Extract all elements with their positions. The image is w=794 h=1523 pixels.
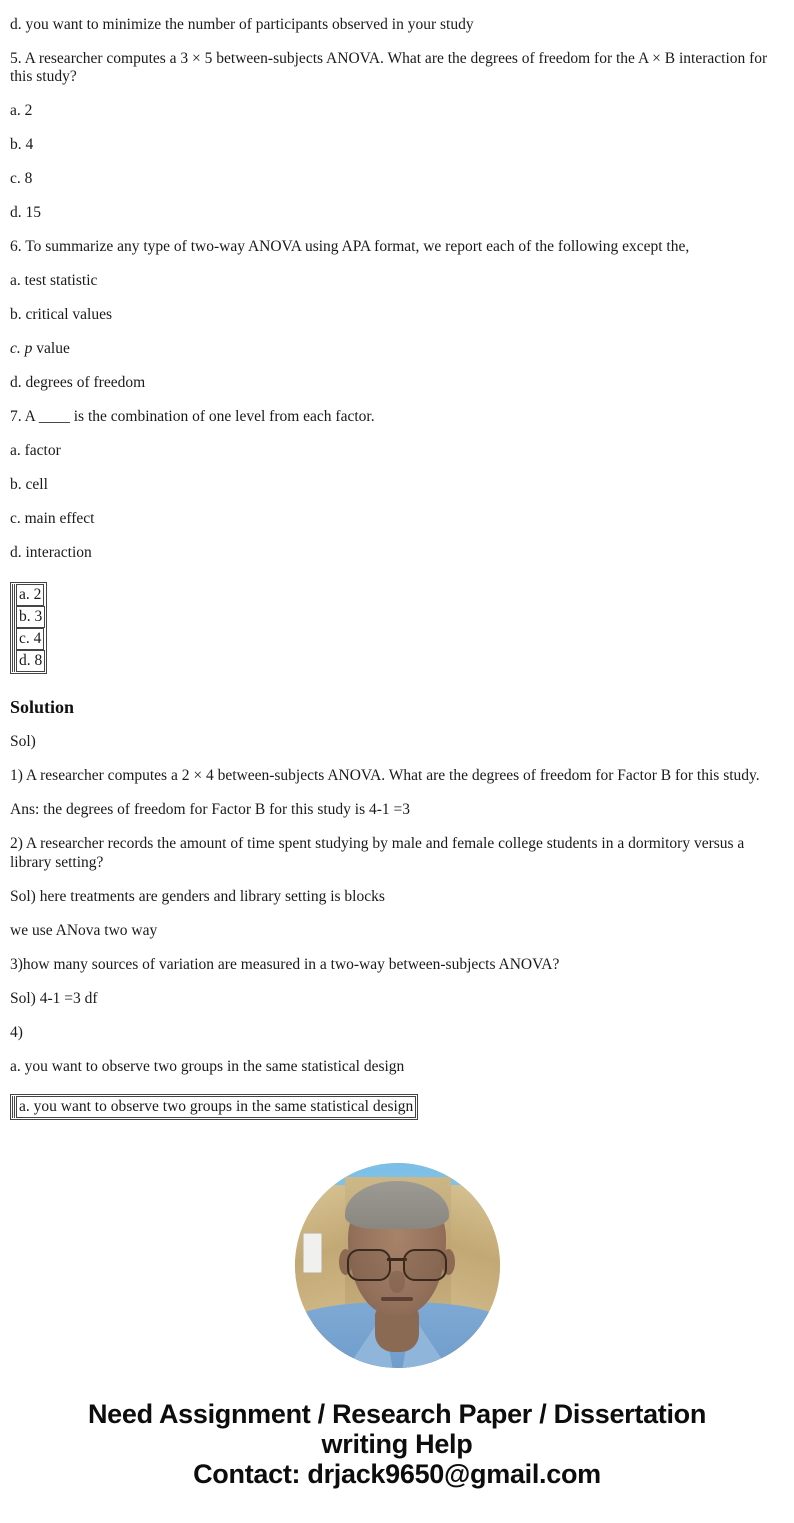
option-7a: a. factor (10, 442, 61, 459)
option-6c (10, 340, 784, 359)
spacer (10, 940, 784, 956)
solution-item-4: 4) (10, 1023, 23, 1041)
spacer (10, 495, 784, 511)
spacer (10, 820, 784, 836)
spacer (10, 155, 784, 171)
boxed-answer-outer (10, 1094, 418, 1120)
option-6a: a. test statistic (10, 272, 98, 289)
row-rail-icon (14, 584, 15, 606)
solution-answer-2: Sol) here treatments are genders and library setting is blocks (10, 887, 385, 905)
boxed-option-row[interactable] (14, 650, 45, 672)
avatar-mouth (381, 1297, 413, 1301)
spacer (10, 786, 784, 802)
row-rail-icon (12, 1096, 13, 1118)
spacer (10, 529, 784, 545)
spacer (10, 87, 784, 103)
solution-heading: Solution (10, 696, 75, 717)
spacer (10, 291, 784, 307)
avatar-glasses-icon (347, 1249, 447, 1279)
row-rail-icon (14, 650, 15, 672)
cta-line-3: Contact: drjack9650@gmail.com (193, 1459, 601, 1489)
solution-answer-4: a. you want to observe two groups in the same statistical design (10, 1057, 405, 1075)
spacer (10, 718, 784, 734)
spacer (10, 359, 784, 375)
boxed-option-c[interactable]: c. 4 (16, 628, 44, 650)
spacer (10, 427, 784, 443)
spacer (10, 1042, 784, 1058)
solution-item-2: 2) A researcher records the amount of time spent studying by male and female college students in a dormitory versus a library setting? (10, 835, 745, 871)
solution-answer-3: Sol) 4-1 =3 df (10, 989, 98, 1007)
cta-line-2: writing Help (321, 1429, 473, 1459)
boxed-option-row[interactable] (14, 628, 45, 650)
spacer (10, 34, 784, 50)
solution-item-1: 1) A researcher computes a 2 × 4 between-subjects ANOVA. What are the degrees of freedom for Factor B for this study. (10, 767, 760, 784)
boxed-option-row[interactable] (14, 606, 45, 628)
option-5b: b. 4 (10, 136, 34, 153)
clipped-top-line (10, 0, 770, 4)
boxed-option-row[interactable] (14, 584, 45, 606)
option-7d: d. interaction (10, 544, 92, 561)
boxed-option-d[interactable]: d. 8 (16, 650, 45, 672)
cta-banner (10, 1399, 784, 1489)
spacer (10, 872, 784, 888)
boxed-option-b[interactable]: b. 3 (16, 606, 45, 628)
avatar-glasses-lens-right (403, 1249, 447, 1281)
option-5a: a. 2 (10, 102, 33, 119)
spacer (10, 461, 784, 477)
question-7: 7. A ____ is the combination of one level from each factor. (10, 408, 375, 425)
spacer (10, 1008, 784, 1024)
solution-answer-2b: we use ANova two way (10, 921, 158, 939)
option-7c: c. main effect (10, 510, 95, 527)
question-6: 6. To summarize any type of two-way ANOVA using APA format, we report each of the following except the, (10, 238, 690, 255)
option-6d: d. degrees of freedom (10, 374, 146, 391)
avatar-container (10, 1163, 784, 1373)
spacer (10, 223, 784, 239)
option-5d: d. 15 (10, 204, 41, 221)
avatar-glasses-lens-left (347, 1249, 391, 1281)
spacer (10, 906, 784, 922)
spacer (10, 325, 784, 341)
avatar (295, 1163, 500, 1368)
option-7b: b. cell (10, 476, 48, 493)
cta-line-1: Need Assignment / Research Paper / Dissertation (87, 1399, 707, 1429)
option-6c-italic: c. p (10, 340, 33, 357)
question-5: 5. A researcher computes a 3 × 5 between-subjects ANOVA. What are the degrees of freedom for the A × B interaction for this study? (10, 49, 768, 85)
boxed-option-a[interactable]: a. 2 (16, 584, 44, 606)
spacer (10, 257, 784, 273)
boxed-options-list (10, 582, 47, 674)
boxed-answer-text[interactable]: a. you want to observe two groups in the same statistical design (16, 1096, 416, 1118)
boxed-options-inner (12, 584, 45, 672)
solution-item-3: 3)how many sources of variation are measured in a two-way between-subjects ANOVA? (10, 955, 560, 973)
option-6b: b. critical values (10, 306, 112, 323)
spacer (10, 189, 784, 205)
row-rail-icon (14, 606, 15, 628)
solution-sol-label: Sol) (10, 733, 36, 750)
option-5c: c. 8 (10, 170, 33, 187)
row-rail-icon (14, 628, 15, 650)
spacer (10, 974, 784, 990)
option-4d: d. you want to minimize the number of participants observed in your study (10, 15, 474, 33)
spacer (10, 563, 784, 582)
spacer (10, 1076, 784, 1094)
spacer (10, 677, 784, 697)
solution-answer-1: Ans: the degrees of freedom for Factor B for this study is 4-1 =3 (10, 801, 411, 818)
spacer (10, 752, 784, 768)
spacer (10, 393, 784, 409)
row-rail-icon (14, 1096, 15, 1118)
boxed-answer-row[interactable] (12, 1096, 416, 1118)
option-6c-plain: value (32, 340, 70, 357)
avatar-background-switch (303, 1233, 322, 1273)
spacer (10, 121, 784, 137)
spacer (10, 1123, 784, 1163)
